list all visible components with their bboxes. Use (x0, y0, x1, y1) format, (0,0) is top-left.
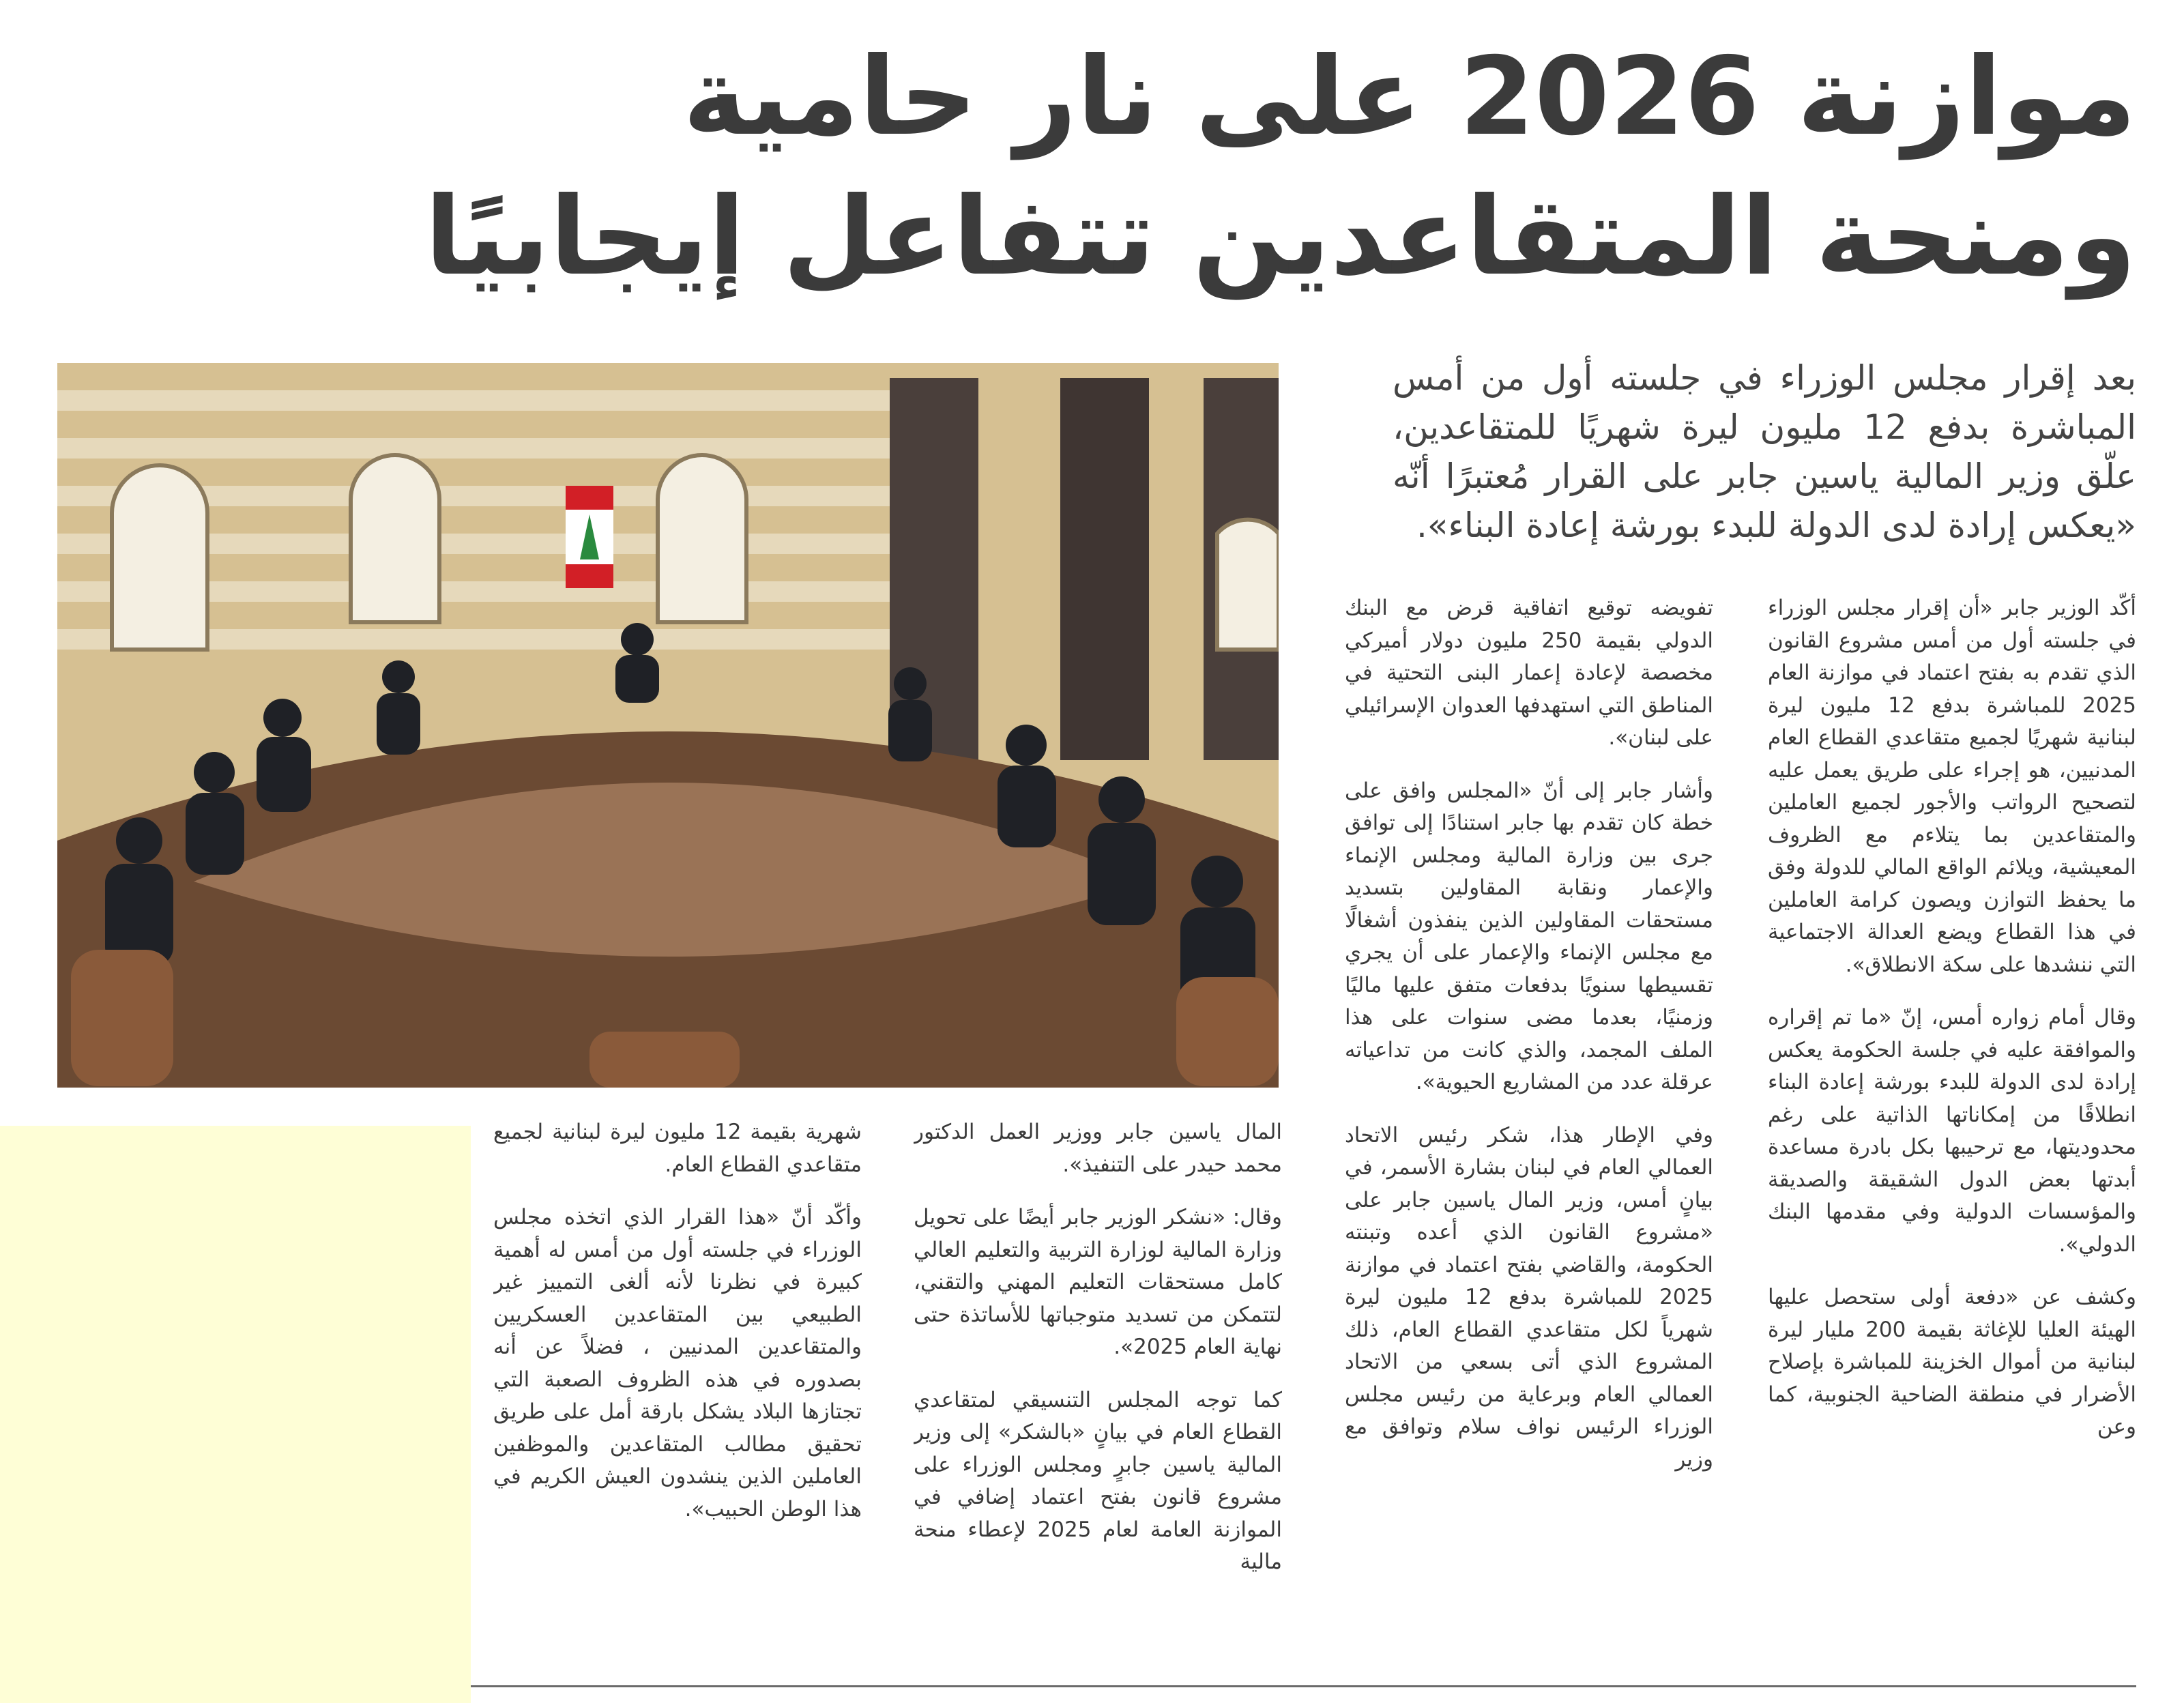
paragraph: وقال: «نشكر الوزير جابر أيضًا على تحويل وزارة المالية لوزارة التربية والتعليم العالي كامل مستحقات التعليم المهني والتقني، لتتمكن من تسديد متوجباتها للأساتذة حتى نهاية العام 2025». (914, 1205, 1282, 1359)
article-column-4 (493, 1116, 862, 1636)
paragraph: شهرية بقيمة 12 مليون ليرة لبنانية لجميع متقاعدي القطاع العام. (493, 1120, 862, 1177)
paragraph: وفي الإطار هذا، شكر رئيس الاتحاد العمالي العام في لبنان بشارة الأسمر، في بيانٍ أمس، وزير المال ياسين جابر على «مشروع القانون الذي أعده وتبنته الحكومة، والقاضي بفتح اعتماد في موازنة 2025 للمباشرة بدفع 12 مليون ليرة شهرياً لكل متقاعدي القطاع العام، ذلك المشروع الذي أتى بسعي من الاتحاد العمالي العام وبرعاية من رئيس مجلس الوزراء الرئيس نواف سلام وتوافق مع وزير (1345, 1122, 1713, 1472)
cabinet-meeting-photo (57, 363, 1279, 1088)
article-column-2 (1345, 592, 1713, 1636)
paragraph: أكّد الوزير جابر «أن إقرار مجلس الوزراء في جلسته أول من أمس مشروع القانون الذي تقدم به بفتح اعتماد في موازنة العام 2025 للمباشرة بدفع 12 مليون ليرة لبنانية شهريًا لجميع متقاعدي القطاع العام المدنيين، هو إجراء على طريق يعمل عليه لتصحيح الرواتب والأجور لجميع العاملين والمتقاعدين بما يتلاءم مع الظروف المعيشية، ويلائم الواقع المالي للدولة وفق ما يحفظ التوازن ويصون كرامة العاملين في هذا القطاع ويضع العدالة الاجتماعية التي ننشدها على سكة الانطلاق». (1768, 596, 2136, 977)
paragraph: وأكّد أنّ «هذا القرار الذي اتخذه مجلس الوزراء في جلسته أول من أمس له أهمية كبيرة في نظرنا لأنه ألغى التمييز غير الطبيعي بين المتقاعدين العسكريين والمتقاعدين المدنيين ، فضلاً عن أنه بصدوره في هذه الظروف الصعبة التي تجتازها البلاد يشكل بارقة أمل على طريق تحقيق مطالب المتقاعدين والموظفين العاملين الذين ينشدون العيش الكريم في هذا الوطن الحبيب». (493, 1205, 862, 1522)
paragraph: وأشار جابر إلى أنّ «المجلس وافق على خطة كان تقدم بها جابر استنادًا إلى توافق جرى بين وزارة المالية ومجلس الإنماء والإعمار ونقابة المقاولين بتسديد مستحقات المقاولين الذين ينفذون أشغالًا مع مجلس الإنماء والإعمار على أن يجري تقسيطها سنويًا بدفعات متفق عليها ماليًا وزمنيًا، بعدما مضى سنوات على هذا الملف المجمد، والذي كانت من تداعياته عرقلة عدد من المشاريع الحيوية». (1345, 778, 1713, 1094)
paragraph: وقال أمام زواره أمس، إنّ «ما تم إقراره والموافقة عليه في جلسة الحكومة يعكس إرادة لدى الدولة للبدء بورشة إعادة البناء انطلاقًا من إمكاناتها الذاتية على رغم محدوديتها، مع ترحيبها بكل بادرة مساعدة أبدتها بعض الدول الشقيقة والصديقة والمؤسسات الدولية وفي مقدمها البنك الدولي». (1768, 1005, 2136, 1257)
side-box (0, 1126, 471, 1703)
headline-line-1: موازنة 2026 على نار حامية (682, 34, 2136, 160)
paragraph: وكشف عن «دفعة أولى ستحصل عليها الهيئة العليا للإغاثة بقيمة 200 مليار ليرة لبنانية من أموال الخزينة للمباشرة بإصلاح الأضرار في منطقة الضاحية الجنوبية، كما وعن (1768, 1285, 2136, 1439)
paragraph: كما توجه المجلس التنسيقي لمتقاعدي القطاع العام في بيانٍ «بالشكر» إلى وزير المالية ياسين جابرٍ ومجلس الوزراء على مشروع قانون بفتح اعتماد إضافي في الموازنة العامة لعام 2025 لإعطاء منحة مالية (914, 1387, 1282, 1574)
headline-line-2: ومنحة المتقاعدين تتفاعل إيجابيًا (424, 174, 2136, 300)
article-column-1 (1768, 592, 2136, 1636)
headline (424, 27, 2136, 307)
paragraph: تفويضه توقيع اتفاقية قرض مع البنك الدولي بقيمة 250 مليون دولار أميركي مخصصة لإعادة إعمار البنى التحتية في المناطق التي استهدفها العدوان الإسرائيلي على لبنان». (1345, 596, 1713, 750)
paragraph: المال ياسين جابر ووزير العمل الدكتور محمد حيدر على التنفيذ». (914, 1120, 1282, 1177)
bottom-rule (471, 1685, 2136, 1687)
article-column-3 (914, 1116, 1282, 1636)
lead-paragraph: بعد إقرار مجلس الوزراء في جلسته أول من أمس المباشرة بدفع 12 مليون ليرة شهريًا للمتقاعدين، علّق وزير المالية ياسين جابر على القرار مُعتبرًا أنّه «يعكس إرادة لدى الدولة للبدء بورشة إعادة البناء». (1393, 358, 2136, 545)
